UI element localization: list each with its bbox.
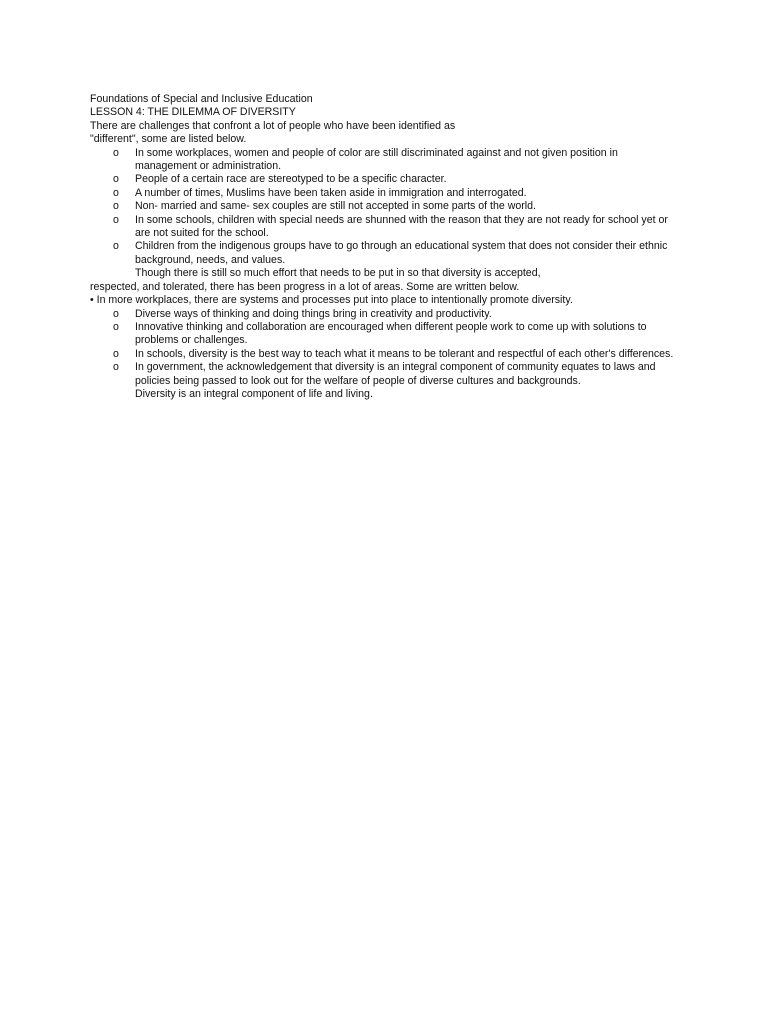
closing-line: Diversity is an integral component of life and living. <box>135 387 373 400</box>
challenge-text: A number of times, Muslims have been taken aside in immigration and interrogated. <box>135 186 527 199</box>
challenge-text: In some schools, children with special needs are shunned with the reason that they are not ready for school yet or are not suited for the school. <box>135 213 668 240</box>
list-item <box>90 361 680 388</box>
progress-text: In government, the acknowledgement that diversity is an integral component of community equates to laws and policies being passed to look out for the welfare of people of diverse cultures and backgrounds. <box>135 361 656 387</box>
list-item <box>90 147 680 174</box>
transition-line-2: respected, and tolerated, there has been progress in a lot of areas. Some are written below. <box>90 280 520 293</box>
challenge-text: Non- married and same- sex couples are still not accepted in some parts of the world. <box>135 200 536 213</box>
circle-bullet-icon: o <box>113 213 119 226</box>
circle-bullet-icon: o <box>113 240 119 253</box>
progress-list <box>90 308 680 388</box>
list-item <box>90 240 680 267</box>
bullet-line: • In more workplaces, there are systems and processes put into place to intentionally promote diversity. <box>90 294 573 307</box>
circle-bullet-icon: o <box>113 200 119 213</box>
list-item <box>90 187 680 200</box>
list-item <box>90 200 680 213</box>
course-title: Foundations of Special and Inclusive Education <box>90 93 313 105</box>
challenge-text: People of a certain race are stereotyped to be a specific character. <box>135 173 447 186</box>
list-item <box>90 214 680 241</box>
circle-bullet-icon: o <box>113 146 119 159</box>
circle-bullet-icon: o <box>113 347 119 360</box>
circle-bullet-icon: o <box>113 320 119 333</box>
progress-text: In schools, diversity is the best way to teach what it means to be tolerant and respectful of each other's differences. <box>135 347 674 360</box>
challenges-list <box>90 147 680 268</box>
list-item <box>90 348 680 361</box>
transition-line-1: Though there is still so much effort that needs to be put in so that diversity is accepted, <box>135 267 541 280</box>
lesson-title: LESSON 4: THE DILEMMA OF DIVERSITY <box>90 106 296 119</box>
circle-bullet-icon: o <box>113 307 119 320</box>
challenge-text: In some workplaces, women and people of color are still discriminated against and not given position in management or administration. <box>135 146 618 173</box>
progress-text: Innovative thinking and collaboration are encouraged when different people work to come up with solutions to problems or challenges. <box>135 320 647 347</box>
intro-line-2: "different", some are listed below. <box>90 133 247 146</box>
circle-bullet-icon: o <box>113 186 119 199</box>
challenge-text: Children from the indigenous groups have to go through an educational system that does not consider their ethnic background, needs, and values. <box>135 240 668 266</box>
list-item <box>90 321 680 348</box>
list-item <box>90 308 680 321</box>
intro-line-1: There are challenges that confront a lot of people who have been identified as <box>90 119 456 132</box>
progress-text: Diverse ways of thinking and doing things bring in creativity and productivity. <box>135 307 492 320</box>
list-item <box>90 173 680 186</box>
document-body <box>90 93 680 401</box>
circle-bullet-icon: o <box>113 361 119 374</box>
circle-bullet-icon: o <box>113 173 119 186</box>
